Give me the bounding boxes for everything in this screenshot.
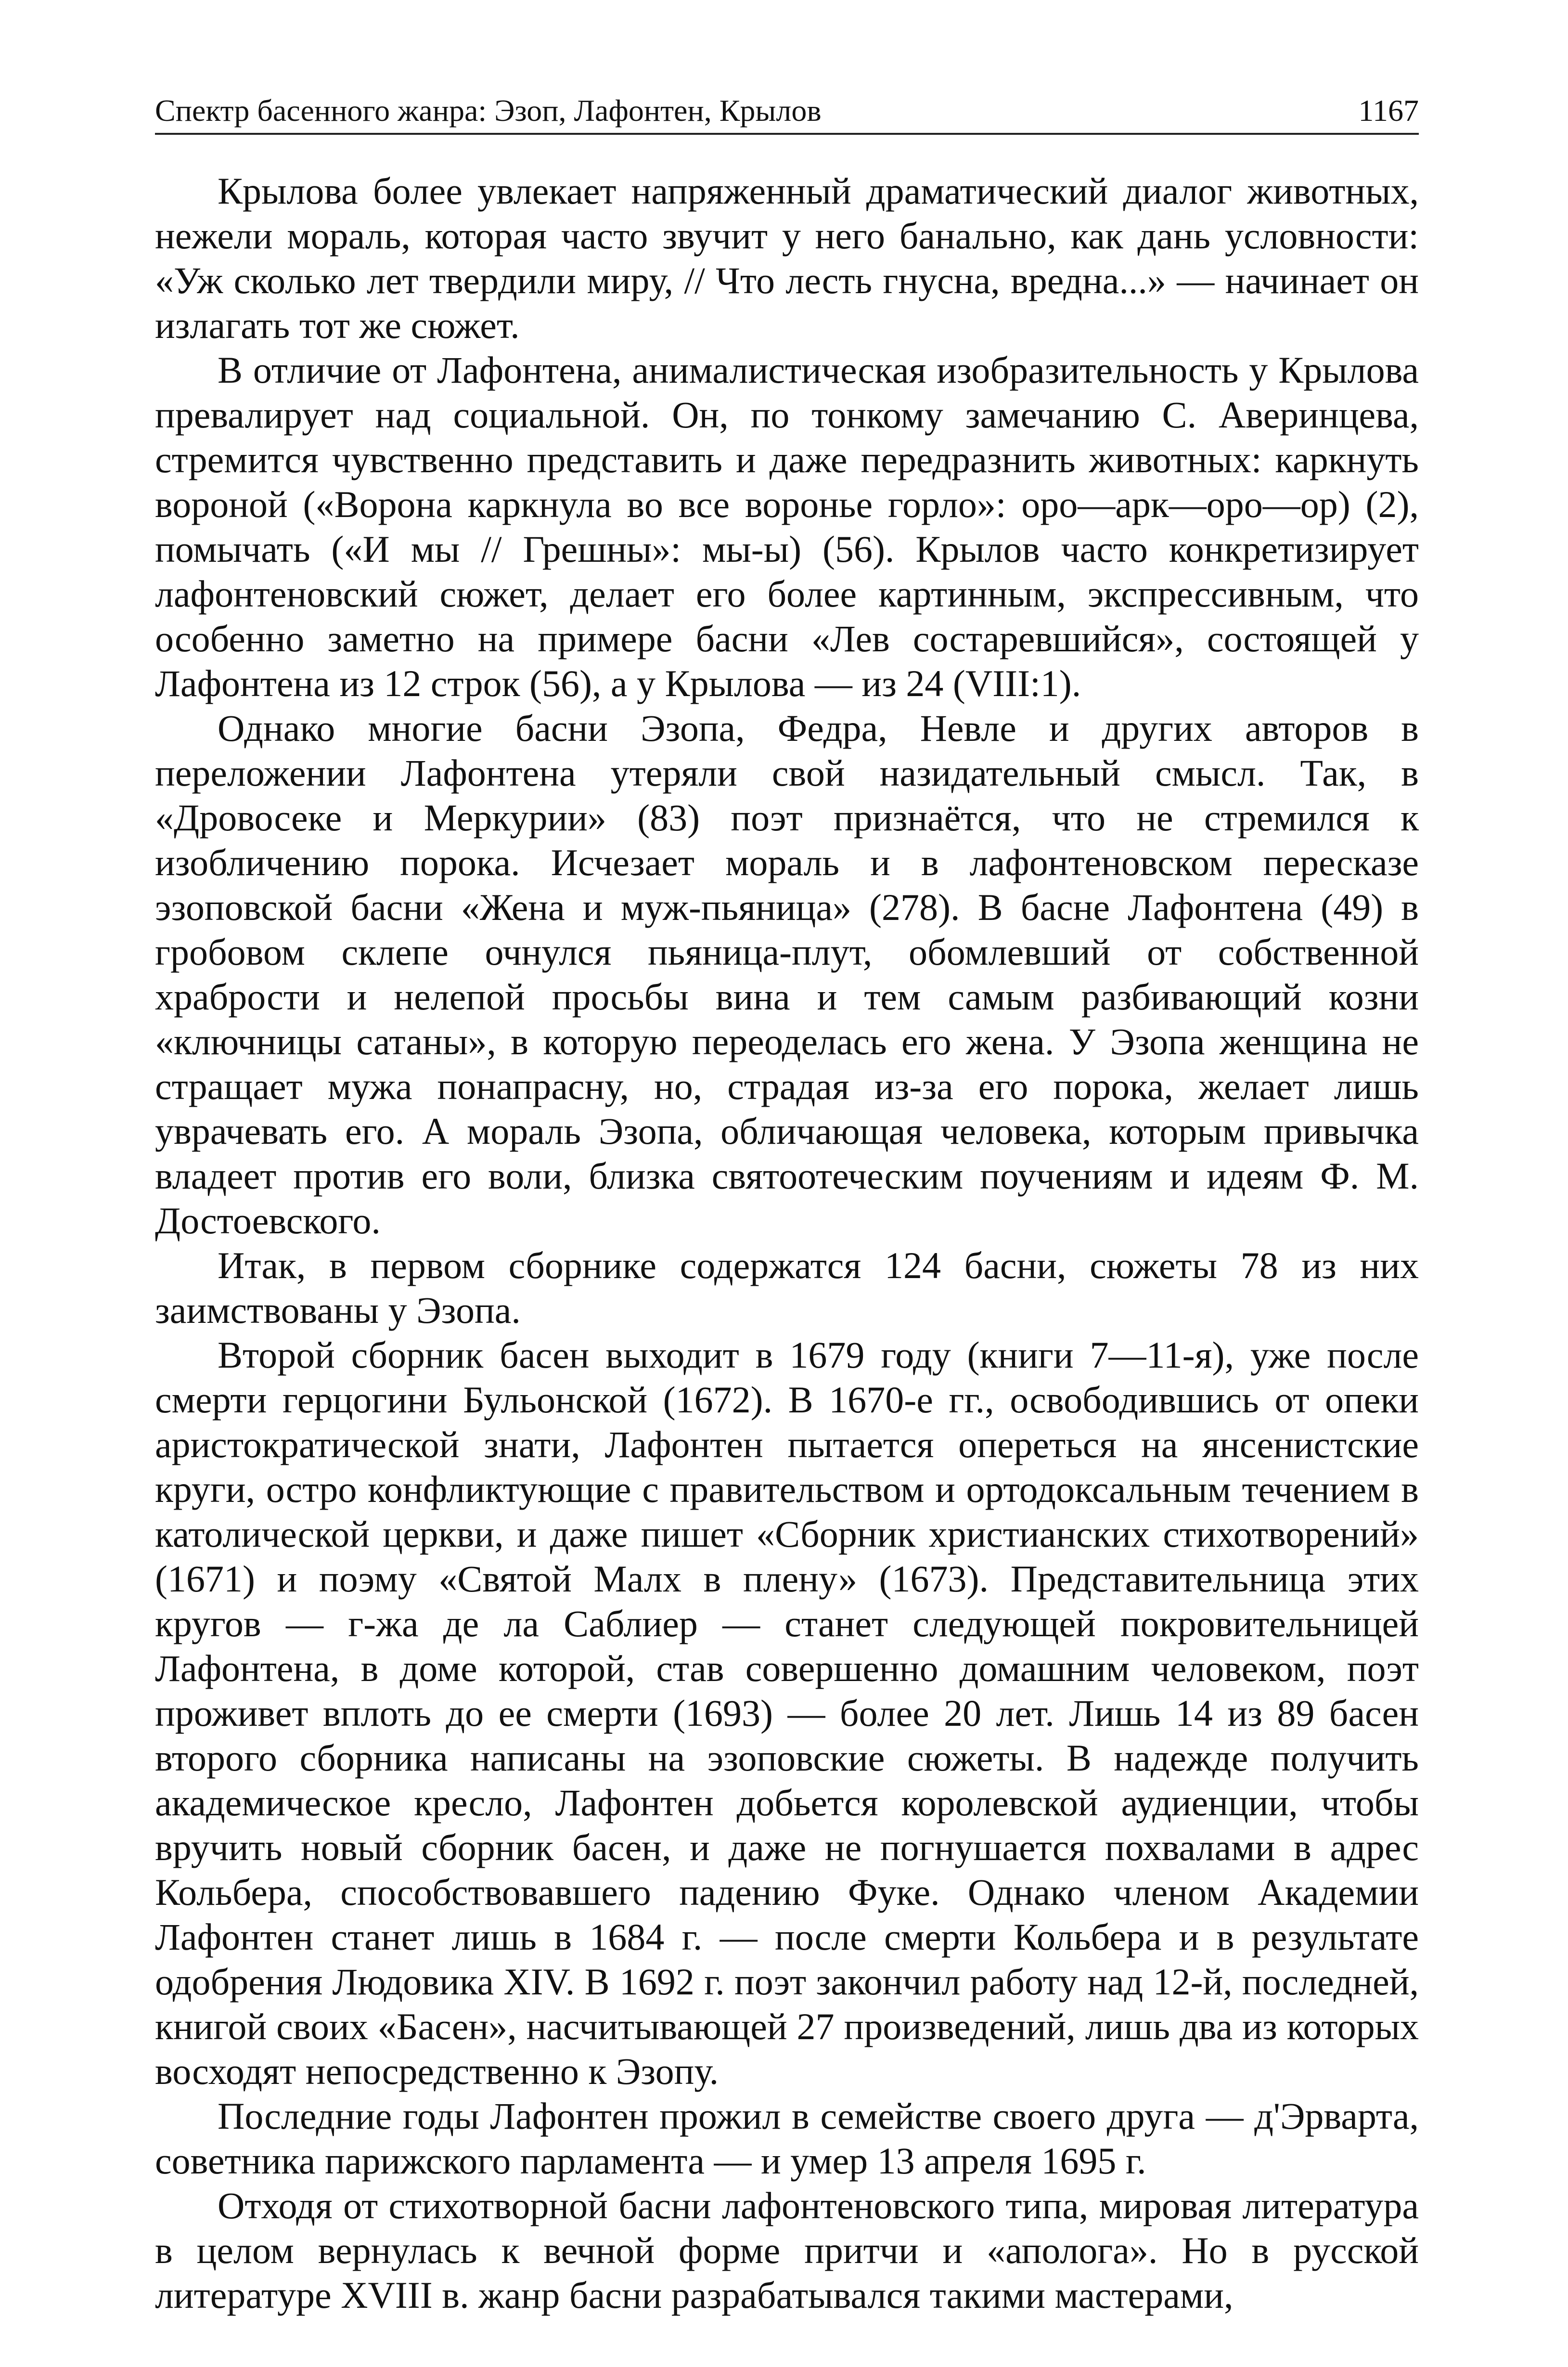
page-number: 1167 bbox=[1358, 93, 1419, 128]
running-title: Спектр басенного жанра: Эзоп, Лафонтен, Крылов bbox=[155, 93, 822, 128]
body-text bbox=[155, 168, 1419, 2317]
paragraph: Второй сборник басен выходит в 1679 году (книги 7—11-я), уже после смерти герцогини Бульонской (1672). В 1670-е гг., освободившись от опеки аристократической знати, Лафонтен пытается опереться на янсенистские круги, остро конфликтующие с правительством и ортодоксальным течением в католической церкви, и даже пишет «Сборник христианских стихотворений» (1671) и поэму «Святой Малх в плену» (1673). Представительница этих кругов — г-жа де ла Саблиер — станет следующей покровительницей Лафонтена, в доме которой, став совершенно домашним человеком, поэт проживет вплоть до ее смерти (1693) — более 20 лет. Лишь 14 из 89 басен второго сборника написаны на эзоповские сюжеты. В надежде получить академическое кресло, Лафонтен добьется королевской аудиенции, чтобы вручить новый сборник басен, и даже не погнушается похвалами в адрес Кольбера, способствовавшего падению Фуке. Однако членом Академии Лафонтен станет лишь в 1684 г. — после смерти Кольбера и в результате одобрения Людовика XIV. В 1692 г. поэт закончил работу над 12-й, последней, книгой своих «Басен», насчитывающей 27 произведений, лишь два из которых восходят непосредственно к Эзопу. bbox=[155, 1334, 1419, 2092]
paragraph: Крылова более увлекает напряженный драматический диалог животных, нежели мораль, которая часто звучит у него банально, как дань условности: «Уж сколько лет твердили миру, // Что лесть гнусна, вредна...» — начинает он излагать тот же сюжет. bbox=[155, 170, 1419, 346]
paragraph: Отходя от стихотворной басни лафонтеновского типа, мировая литература в целом вернулась к вечной форме притчи и «аполога». Но в русской литературе XVIII в. жанр басни разрабатывался такими мастерами, bbox=[155, 2185, 1419, 2316]
book-page bbox=[155, 91, 1419, 2317]
paragraph: Однако многие басни Эзопа, Федра, Невле и других авторов в переложении Лафонтена утеряли свой назидательный смысл. Так, в «Дровосеке и Меркурии» (83) поэт признаётся, что не стремился к изобличению порока. Исчезает мораль и в лафонтеновском пересказе эзоповской басни «Жена и муж-пьяница» (278). В басне Лафонтена (49) в гробовом склепе очнулся пьяница-плут, обомлевший от собственной храбрости и нелепой просьбы вина и тем самым разбивающий козни «ключницы сатаны», в которую переоделась его жена. У Эзопа женщина не стращает мужа понапрасну, но, страдая из-за его порока, желает лишь уврачевать его. А мораль Эзопа, обличающая человека, которым привычка владеет против его воли, близка святоотеческим поучениям и идеям Ф. М. Достоевского. bbox=[155, 707, 1419, 1242]
paragraph: Последние годы Лафонтен прожил в семействе своего друга — д'Эрварта, советника парижского парламента — и умер 13 апреля 1695 г. bbox=[155, 2095, 1419, 2182]
running-header bbox=[155, 91, 1419, 135]
paragraph: Итак, в первом сборнике содержатся 124 басни, сюжеты 78 из них заимствованы у Эзопа. bbox=[155, 1244, 1419, 1331]
paragraph: В отличие от Лафонтена, анималистическая изобразительность у Крылова превалирует над социальной. Он, по тонкому замечанию С. Аверинцева, стремится чувственно представить и даже передразнить животных: каркнуть вороной («Ворона каркнула во все воронье горло»: оро—арк—оро—ор) (2), помычать («И мы // Грешны»: мы-ы) (56). Крылов часто конкретизирует лафонтеновский сюжет, делает его более картинным, экспрессивным, что особенно заметно на примере басни «Лев состаревшийся», состоящей у Лафонтена из 12 строк (56), а у Крылова — из 24 (VIII:1). bbox=[155, 349, 1419, 704]
